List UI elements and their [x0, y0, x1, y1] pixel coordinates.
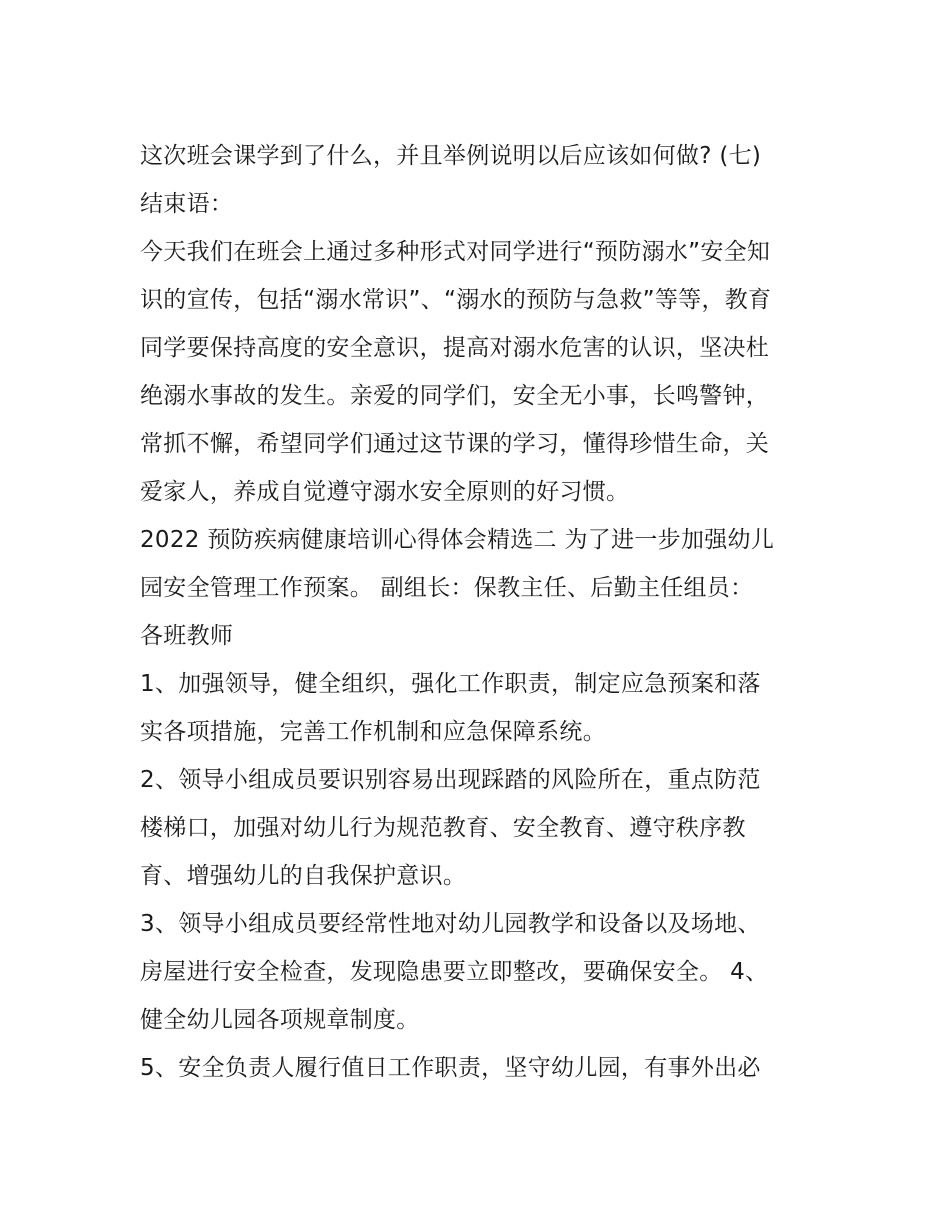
document-body [140, 132, 840, 1092]
text-line: 各班教师 [140, 623, 234, 649]
text-line: 3、领导小组成员要经常性地对幼儿园教学和设备以及场地、 [140, 911, 761, 937]
text-line: 实各项措施，完善工作机制和应急保障系统。 [140, 719, 606, 745]
text-line: 今天我们在班会上通过多种形式对同学进行“预防溺水”安全知 [140, 239, 771, 265]
text-line: 常抓不懈，希望同学们通过这节课的学习，懂得珍惜生命，关 [140, 431, 770, 457]
text-line: 楼梯口，加强对幼儿行为规范教育、安全教育、遵守秩序教 [140, 815, 746, 841]
text-line: 这次班会课学到了什么，并且举例说明以后应该如何做? (七) [140, 143, 762, 169]
text-line: 爱家人，养成自觉遵守溺水安全原则的好习惯。 [140, 479, 630, 505]
text-line: 1、加强领导，健全组织，强化工作职责，制定应急预案和落 [140, 671, 761, 697]
text-line: 2、领导小组成员要识别容易出现踩踏的风险所在，重点防范 [140, 767, 761, 793]
text-line: 绝溺水事故的发生。亲爱的同学们，安全无小事，长鸣警钟， [140, 383, 770, 409]
text-line: 房屋进行安全检查，发现隐患要立即整改，要确保安全。 4、 [140, 959, 769, 985]
text-line: 5、安全负责人履行值日工作职责，坚守幼儿园，有事外出必 [140, 1055, 761, 1081]
text-line: 育、增强幼儿的自我保护意识。 [140, 863, 467, 889]
text-line: 同学要保持高度的安全意识，提高对溺水危害的认识，坚决杜 [140, 335, 770, 361]
text-line: 健全幼儿园各项规章制度。 [140, 1007, 420, 1033]
text-line: 园安全管理工作预案。 副组长：保教主任、后勤主任组员： [140, 575, 754, 601]
text-line: 结束语： [140, 191, 234, 217]
text-line: 2022 预防疾病健康培训心得体会精选二 为了进一步加强幼儿 [140, 527, 775, 553]
text-line: 识的宣传，包括“溺水常识”、“溺水的预防与急救”等等，教育 [140, 287, 772, 313]
